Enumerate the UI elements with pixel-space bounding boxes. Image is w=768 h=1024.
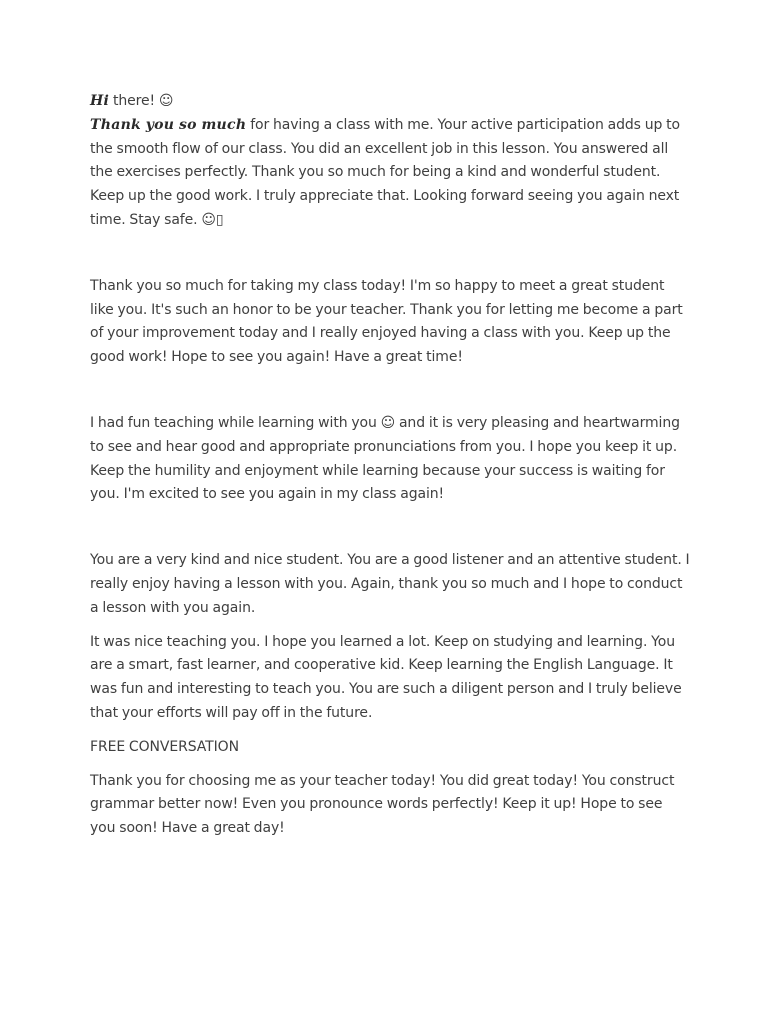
greeting-line	[90, 90, 690, 114]
thank-you-body: for having a class with me. Your active participation adds up to the smooth flow of our class. You did an excellent job in this lesson. You answered all the exercises perfectly. Thank you so much for being a kind and wonderful student. Keep up the good work. I truly appreciate that. Looking forward seeing you again next time. Stay safe. ☺▯	[90, 116, 680, 228]
paragraph-taking-class: Thank you so much for taking my class today! I'm so happy to meet a great student like you. It's such an honor to be your teacher. Thank you for letting me become a part of your improvement today and I really enjoyed having a class with you. Keep up the good work! Hope to see you again! Have a great time!	[90, 277, 683, 366]
document-page	[90, 90, 690, 841]
paragraph-greeting	[90, 90, 690, 233]
section-heading-free-conversation: FREE CONVERSATION	[90, 738, 239, 755]
paragraph-fun-teaching: I had fun teaching while learning with you ☺ and it is very pleasing and heartwarming to see and hear good and appropriate pronunciations from you. I hope you keep it up. Keep the humility and enjoyment while learning because your success is waiting for you. I'm excited to see you again in my class again!	[90, 414, 680, 503]
paragraph-nice-teaching: It was nice teaching you. I hope you learned a lot. Keep on studying and learning. You are a smart, fast learner, and cooperative kid. Keep learning the English Language. It was fun and interesting to teach you. You are such a diligent person and I truly believe that your efforts will pay off in the future.	[90, 633, 682, 721]
thank-you-emphasis: Thank you so much	[90, 116, 247, 133]
greeting-rest: there! ☺	[109, 93, 174, 109]
thank-you-text	[90, 114, 690, 233]
paragraph-kind-student: You are a very kind and nice student. You are a good listener and an attentive student. I really enjoy having a lesson with you. Again, thank you so much and I hope to conduct a lesson with you again.	[90, 552, 690, 616]
greeting-hi: Hi	[90, 93, 110, 109]
paragraph-choosing-teacher: Thank you for choosing me as your teacher today! You did great today! You construct grammar better now! Even you pronounce words perfectly! Keep it up! Hope to see you soon! Have a great day!	[90, 772, 675, 837]
